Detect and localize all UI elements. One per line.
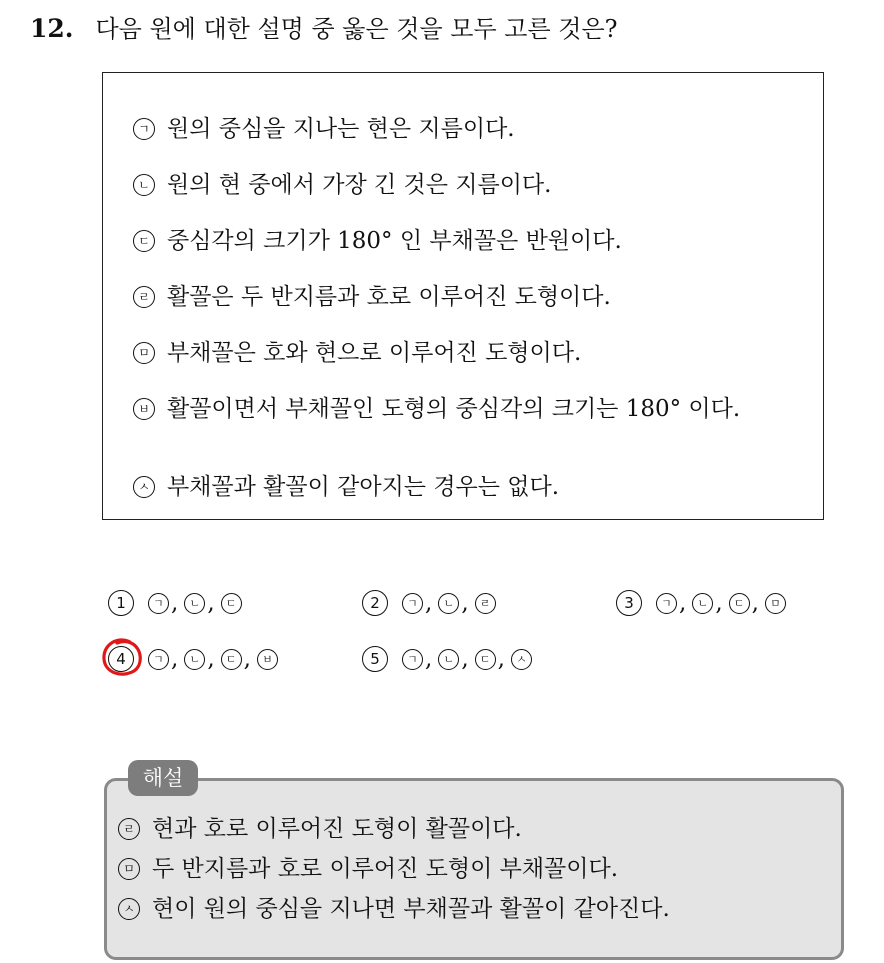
choice-marker: ㄴ — [438, 593, 459, 614]
explanation-marker: ㅅ — [118, 898, 140, 920]
statement-text: 원의 현 중에서 가장 긴 것은 지름이다. — [167, 172, 552, 198]
choice-2[interactable]: 2 ㄱ , ㄴ , ㄹ — [362, 586, 496, 620]
explanation-line — [118, 892, 670, 926]
explanation-marker: ㅁ — [118, 858, 140, 880]
explanation-text: 현이 원의 중심을 지나면 부채꼴과 활꼴이 같아진다. — [152, 896, 670, 922]
statement-marker: ㄹ — [133, 286, 155, 308]
statement-marker: ㅂ — [133, 398, 155, 420]
statement-marker: ㅁ — [133, 342, 155, 364]
statement-marker: ㅅ — [133, 476, 155, 498]
choice-marker: ㄴ — [184, 649, 205, 670]
choice-marker: ㄴ — [438, 649, 459, 670]
statement-marker: ㄴ — [133, 174, 155, 196]
statement-box — [102, 72, 824, 520]
statement-text: 활꼴은 두 반지름과 호로 이루어진 도형이다. — [167, 284, 611, 310]
choice-marker: ㄷ — [729, 593, 750, 614]
choice-1[interactable]: 1 ㄱ , ㄴ , ㄷ — [108, 586, 242, 620]
statement-text: 활꼴이면서 부채꼴인 도형의 중심각의 크기는 180° 이다. — [167, 396, 741, 422]
choice-marker: ㄱ — [148, 649, 169, 670]
explanation-line — [118, 812, 522, 846]
choice-number: 2 — [362, 590, 388, 616]
choice-marker: ㄴ — [692, 593, 713, 614]
question-text: 다음 원에 대한 설명 중 옳은 것을 모두 고른 것은? — [95, 15, 618, 43]
question-number: 12. — [30, 14, 74, 43]
explanation-text: 현과 호로 이루어진 도형이 활꼴이다. — [152, 816, 522, 842]
choice-marker: ㄷ — [475, 649, 496, 670]
choice-marker: ㄱ — [148, 593, 169, 614]
choice-marker: ㄹ — [475, 593, 496, 614]
statement-item — [133, 167, 757, 203]
choice-5[interactable]: 5 ㄱ , ㄴ , ㄷ , ㅅ — [362, 642, 532, 676]
choice-marker: ㄴ — [184, 593, 205, 614]
statement-text: 원의 중심을 지나는 현은 지름이다. — [167, 116, 515, 142]
statement-item — [133, 279, 757, 315]
choice-3[interactable]: 3 ㄱ , ㄴ , ㄷ , ㅁ — [616, 586, 786, 620]
choice-marker: ㅂ — [257, 649, 278, 670]
answer-circle-mark — [100, 636, 144, 680]
statement-marker: ㄷ — [133, 230, 155, 252]
statement-item — [133, 335, 757, 371]
statement-item — [133, 391, 757, 427]
choice-marker: ㄱ — [402, 593, 423, 614]
choice-number: 1 — [108, 590, 134, 616]
explanation-line — [118, 852, 618, 886]
statement-item — [133, 111, 757, 147]
statement-text: 부채꼴과 활꼴이 같아지는 경우는 없다. — [167, 474, 560, 500]
choice-number: 4 — [108, 646, 134, 672]
choice-number: 3 — [616, 590, 642, 616]
choice-marker: ㄱ — [656, 593, 677, 614]
statement-item — [133, 469, 757, 505]
choice-marker: ㄷ — [221, 649, 242, 670]
statement-text: 중심각의 크기가 180° 인 부채꼴은 반원이다. — [167, 228, 622, 254]
choice-number: 5 — [362, 646, 388, 672]
choice-marker: ㄷ — [221, 593, 242, 614]
explanation-text: 두 반지름과 호로 이루어진 도형이 부채꼴이다. — [152, 856, 619, 882]
question-header — [30, 12, 618, 46]
statement-text: 부채꼴은 호와 현으로 이루어진 도형이다. — [167, 340, 582, 366]
choice-marker: ㄱ — [402, 649, 423, 670]
choice-marker: ㅁ — [765, 593, 786, 614]
choice-4[interactable]: 4 ㄱ , ㄴ , ㄷ , ㅂ — [108, 642, 278, 676]
statement-item — [133, 223, 757, 259]
choice-marker: ㅅ — [511, 649, 532, 670]
statement-marker: ㄱ — [133, 118, 155, 140]
explanation-marker: ㄹ — [118, 818, 140, 840]
explanation-label: 해설 — [128, 760, 198, 796]
